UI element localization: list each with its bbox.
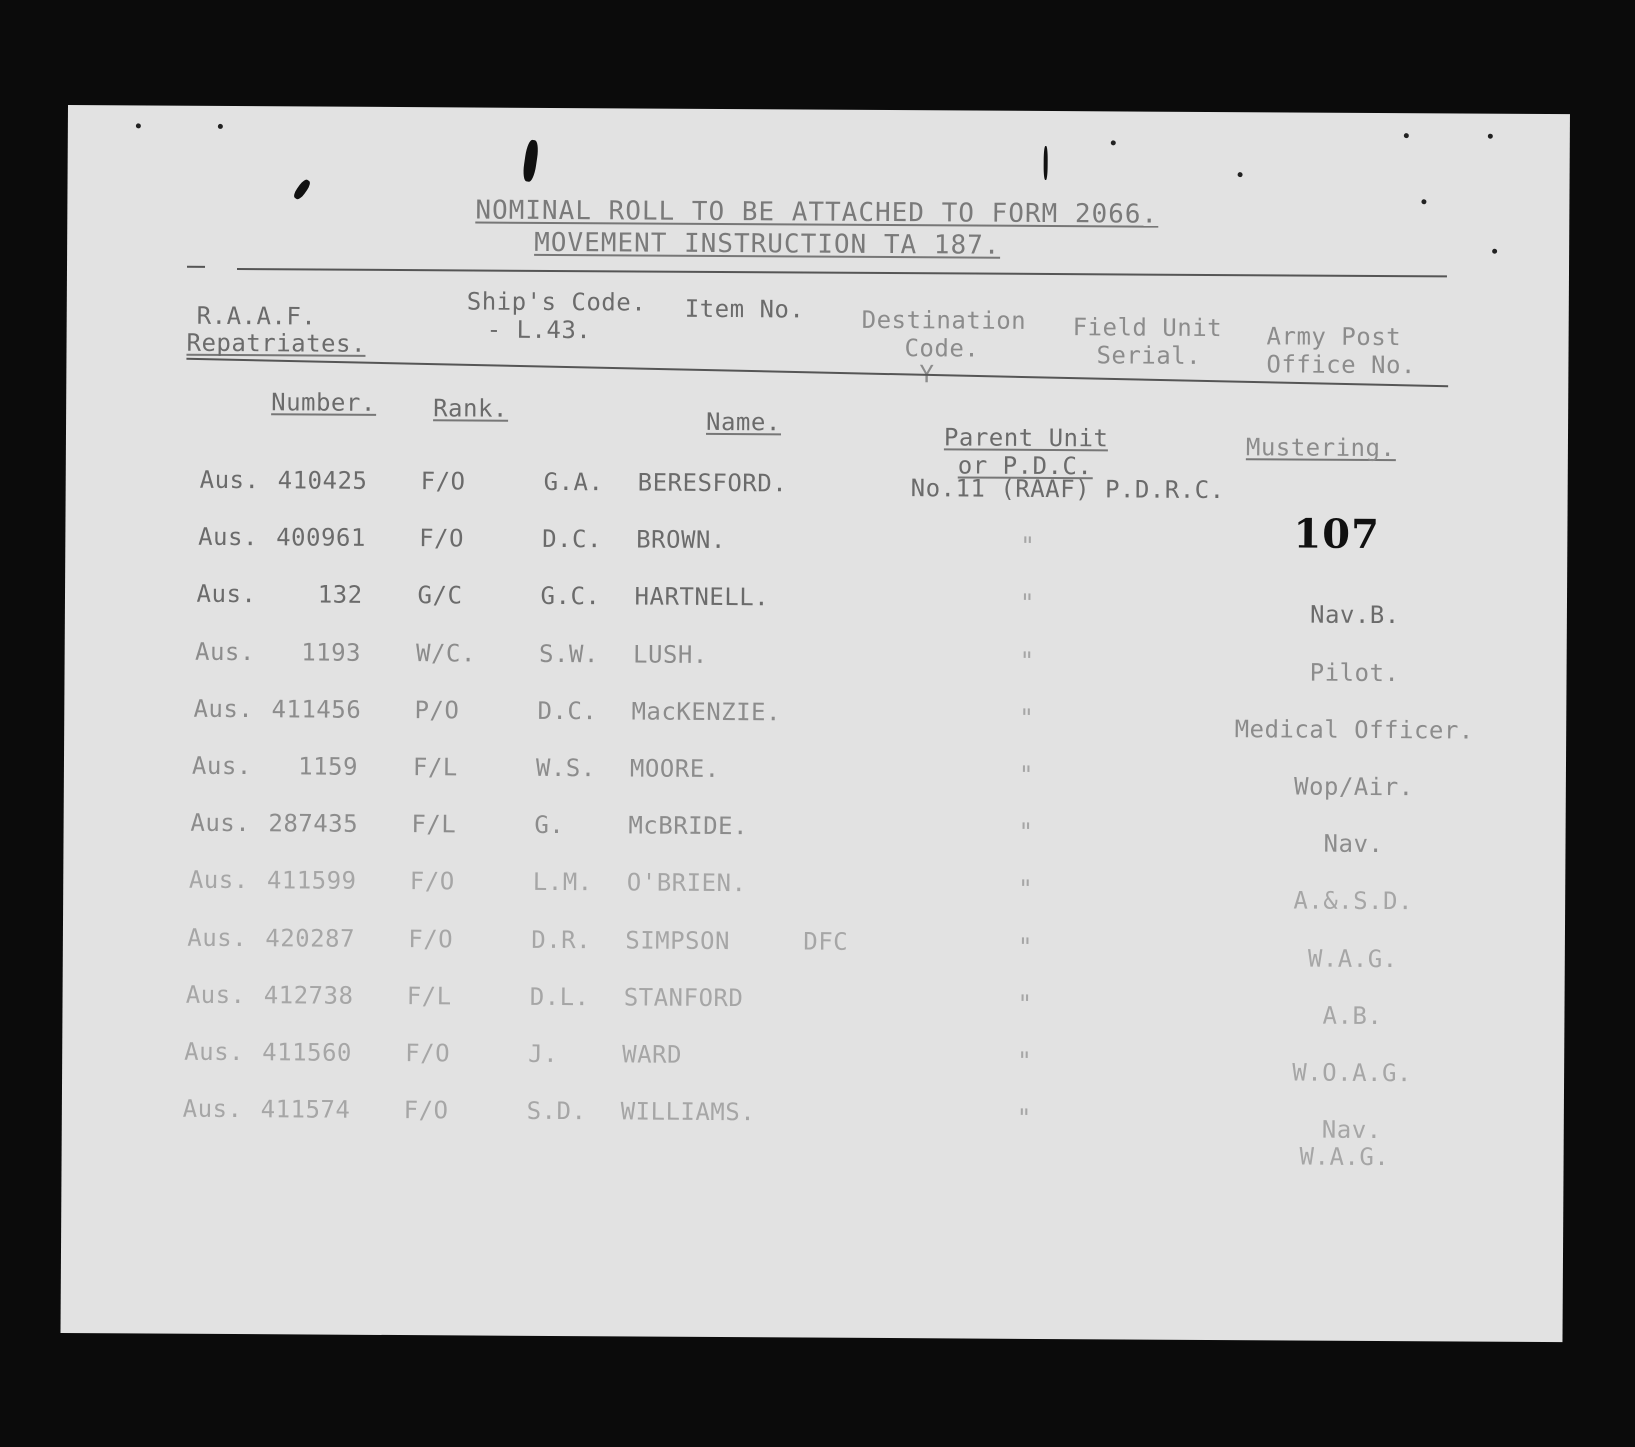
- surname: STANFORD: [623, 983, 744, 1012]
- number-prefix: Aus.: [196, 580, 257, 609]
- speck: [1238, 172, 1243, 177]
- speck: [136, 123, 141, 128]
- army-post-label-2: Office No.: [1266, 350, 1417, 380]
- surname: MOORE.: [629, 754, 720, 783]
- number-prefix: Aus.: [198, 522, 259, 552]
- number-prefix: Aus.: [193, 694, 254, 723]
- initials: S.W.: [538, 639, 599, 668]
- service-number: 1159: [298, 752, 359, 781]
- ships-code-label: Ship's Code.: [466, 287, 647, 317]
- unit-value: Repatriates.: [186, 328, 367, 358]
- award: DFC: [803, 927, 849, 956]
- column-header-parent-unit-2: or P.D.C.: [957, 451, 1093, 481]
- number-prefix: Aus.: [187, 923, 248, 952]
- service-number: 287435: [268, 809, 359, 838]
- mustering: Nav.: [1323, 829, 1384, 859]
- speck: [1488, 134, 1493, 139]
- mustering: W.O.A.G.: [1292, 1058, 1412, 1088]
- rank: F/O: [405, 1039, 451, 1068]
- unit-label: R.A.A.F.: [196, 301, 317, 331]
- parent-unit: ": [1016, 1104, 1032, 1133]
- ink-blot: [522, 139, 540, 182]
- number-prefix: Aus.: [184, 1037, 245, 1067]
- parent-unit: ": [1019, 589, 1036, 618]
- rank: F/L: [406, 981, 452, 1011]
- initials: D.L.: [529, 982, 590, 1011]
- parent-unit: ": [1020, 532, 1036, 561]
- surname: MacKENZIE.: [631, 697, 782, 727]
- item-no-label: Item No.: [684, 294, 805, 324]
- ships-code-value: - L.43.: [486, 315, 592, 345]
- number-prefix: Aus.: [199, 465, 260, 495]
- surname: WARD: [622, 1040, 683, 1069]
- parent-unit: ": [1019, 703, 1035, 732]
- surname: LUSH.: [632, 640, 708, 669]
- parent-unit: ": [1017, 989, 1033, 1018]
- ink-blot: [1044, 146, 1048, 180]
- initials: G.C.: [540, 582, 601, 611]
- column-header-parent-unit: Parent Unit: [943, 423, 1109, 453]
- surname: HARTNELL.: [634, 582, 770, 612]
- rank: F/O: [419, 524, 465, 553]
- rank: G/C: [417, 581, 463, 610]
- mustering: [1226, 486, 1486, 488]
- parent-unit: ": [1018, 818, 1034, 847]
- number-prefix: Aus.: [182, 1094, 243, 1124]
- service-number: 411574: [260, 1095, 351, 1124]
- surname: McBRIDE.: [628, 811, 749, 841]
- rank: P/O: [414, 695, 460, 725]
- header-rule: [237, 268, 1447, 277]
- parent-unit: ": [1018, 760, 1034, 789]
- column-header-mustering: Mustering.: [1245, 433, 1396, 463]
- number-prefix: Aus.: [185, 980, 246, 1009]
- field-unit-label-2: Serial.: [1096, 341, 1202, 370]
- initials: D.C.: [537, 696, 598, 726]
- service-number: 420287: [265, 923, 356, 953]
- rank: F/L: [412, 753, 458, 782]
- number-prefix: Aus.: [194, 637, 255, 666]
- service-number: 1193: [301, 638, 362, 667]
- mustering: A.&.S.D.: [1293, 886, 1414, 916]
- initials: S.D.: [526, 1097, 587, 1126]
- document-title: NOMINAL ROLL TO BE ATTACHED TO FORM 2066.: [475, 195, 1159, 230]
- initials: J.: [528, 1039, 559, 1069]
- rank: F/O: [409, 867, 455, 896]
- parent-unit: No.11 (RAAF) P.D.R.C.: [910, 474, 1225, 505]
- surname: O'BRIEN.: [626, 868, 747, 898]
- destination-label: Destination: [861, 305, 1027, 335]
- rank: F/O: [408, 924, 454, 953]
- parent-unit: ": [1019, 646, 1035, 675]
- speck: [1421, 199, 1426, 204]
- ink-blot: [292, 178, 312, 201]
- parent-unit: ": [1017, 932, 1033, 961]
- mustering: Pilot.: [1309, 658, 1400, 687]
- initials: W.S.: [535, 753, 596, 783]
- parent-unit: ": [1018, 875, 1034, 904]
- column-header-number: Number.: [271, 388, 376, 417]
- service-number: 411560: [262, 1038, 353, 1067]
- surname: BROWN.: [636, 525, 726, 555]
- service-number: 411599: [266, 866, 357, 896]
- surname: SIMPSON: [625, 926, 731, 955]
- post-office-stamp: 107: [1293, 510, 1381, 559]
- initials: L.M.: [532, 868, 593, 897]
- header-rule-short: [187, 266, 205, 268]
- initials: D.C.: [542, 525, 603, 554]
- number-prefix: Aus.: [191, 751, 252, 781]
- destination-label-2: Code.: [904, 334, 980, 363]
- number-prefix: Aus.: [190, 808, 251, 838]
- document-subtitle: MOVEMENT INSTRUCTION TA 187.: [534, 227, 1001, 261]
- initials: G.A.: [543, 467, 604, 497]
- service-number: 400961: [276, 523, 366, 553]
- column-header-name: Name.: [705, 407, 781, 437]
- initials: G.: [534, 811, 565, 840]
- mustering: Nav.: [1321, 1115, 1382, 1145]
- mustering: Wop/Air.: [1293, 772, 1414, 802]
- army-post-label: Army Post: [1266, 322, 1402, 352]
- rank: F/L: [411, 810, 457, 839]
- speck: [1404, 133, 1409, 138]
- service-number: 132: [317, 580, 363, 610]
- initials: D.R.: [531, 925, 592, 954]
- service-number: 412738: [263, 981, 354, 1010]
- rank: F/O: [420, 467, 466, 496]
- surname: BERESFORD.: [637, 468, 788, 498]
- rank: W/C.: [415, 638, 476, 668]
- parent-unit: ": [1017, 1046, 1033, 1075]
- info-rule: [186, 358, 1448, 388]
- column-header-rank: Rank.: [433, 394, 508, 423]
- service-number: 410425: [277, 466, 368, 495]
- speck: [1492, 249, 1497, 254]
- speck: [1111, 140, 1116, 145]
- mustering: Nav.B.: [1309, 600, 1400, 630]
- mustering: A.B.: [1322, 1001, 1383, 1030]
- rank: F/O: [403, 1096, 449, 1125]
- document-sheet: [60, 105, 1569, 1342]
- mustering: Medical Officer.: [1234, 714, 1474, 745]
- surname: WILLIAMS.: [620, 1097, 756, 1127]
- field-unit-label: Field Unit: [1072, 313, 1223, 343]
- mustering-trailing: W.A.G.: [1299, 1142, 1390, 1172]
- number-prefix: Aus.: [188, 866, 249, 895]
- mustering: W.A.G.: [1307, 944, 1398, 973]
- service-number: 411456: [271, 695, 362, 724]
- speck: [218, 124, 223, 129]
